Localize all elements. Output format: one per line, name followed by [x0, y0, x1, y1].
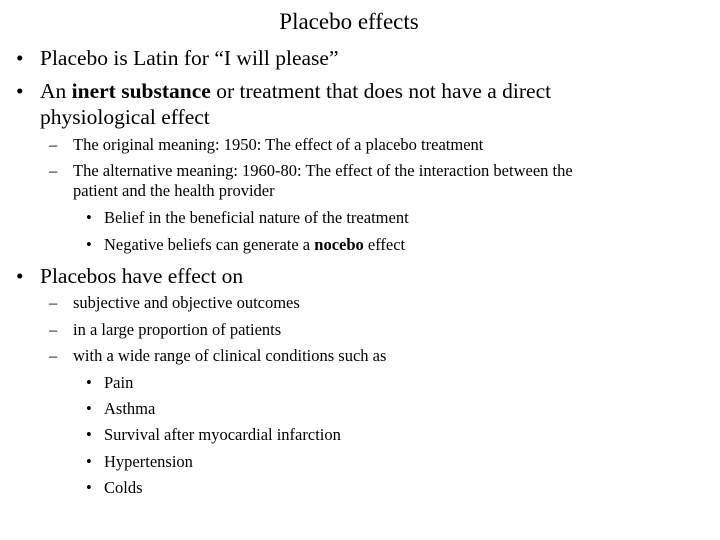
- sub-item-outcomes: subjective and objective outcomes: [73, 293, 300, 312]
- bold-term: nocebo: [314, 235, 364, 254]
- bullet-marker: •: [16, 79, 24, 103]
- bullet-marker: •: [86, 478, 92, 497]
- bullet-marker: •: [16, 264, 24, 288]
- dash-marker: –: [49, 161, 58, 180]
- bullet-marker: •: [86, 425, 92, 444]
- bullet-marker: •: [86, 399, 92, 418]
- dash-marker: –: [49, 320, 58, 339]
- text-segment: Negative beliefs can generate a: [104, 235, 315, 254]
- dash-marker: –: [49, 293, 58, 312]
- condition-item: Colds: [104, 478, 143, 497]
- text-segment: effect: [363, 235, 406, 254]
- sub-sub-item-nocebo: [104, 235, 405, 255]
- bullet-marker: •: [86, 373, 92, 392]
- slide-title: Placebo effects: [279, 9, 419, 34]
- condition-item: Hypertension: [104, 452, 193, 471]
- bullet-marker: •: [86, 208, 92, 227]
- sub-item-proportion: in a large proportion of patients: [73, 320, 282, 339]
- sub-item-alternative-meaning: The alternative meaning: 1960-80: The effect of the interaction between the: [73, 161, 573, 180]
- bullet-marker: •: [86, 452, 92, 471]
- bullet-latin-meaning: Placebo is Latin for “I will please”: [40, 46, 339, 70]
- condition-item: Asthma: [104, 399, 156, 418]
- text-segment: or treatment that does not have a direct: [210, 79, 552, 103]
- bullet-marker: •: [86, 235, 92, 254]
- sub-item-continuation: patient and the health provider: [73, 181, 275, 200]
- dash-marker: –: [49, 346, 58, 365]
- sub-item-original-meaning: The original meaning: 1950: The effect of a placebo treatment: [73, 135, 484, 154]
- sub-item-conditions: with a wide range of clinical conditions such as: [73, 346, 387, 365]
- text-segment: Belief in the beneficial nature of the treatment: [104, 208, 409, 227]
- sub-sub-item-belief: [104, 208, 409, 228]
- bold-term: inert substance: [71, 79, 211, 103]
- dash-marker: –: [49, 135, 58, 154]
- text-segment: An: [40, 79, 72, 103]
- bullet-continuation: physiological effect: [40, 105, 210, 129]
- condition-item: Pain: [104, 373, 134, 392]
- bullet-marker: •: [16, 46, 24, 70]
- bullet-placebos-effect: Placebos have effect on: [40, 264, 244, 288]
- condition-item: Survival after myocardial infarction: [104, 425, 341, 444]
- bullet-inert-substance: [40, 78, 551, 104]
